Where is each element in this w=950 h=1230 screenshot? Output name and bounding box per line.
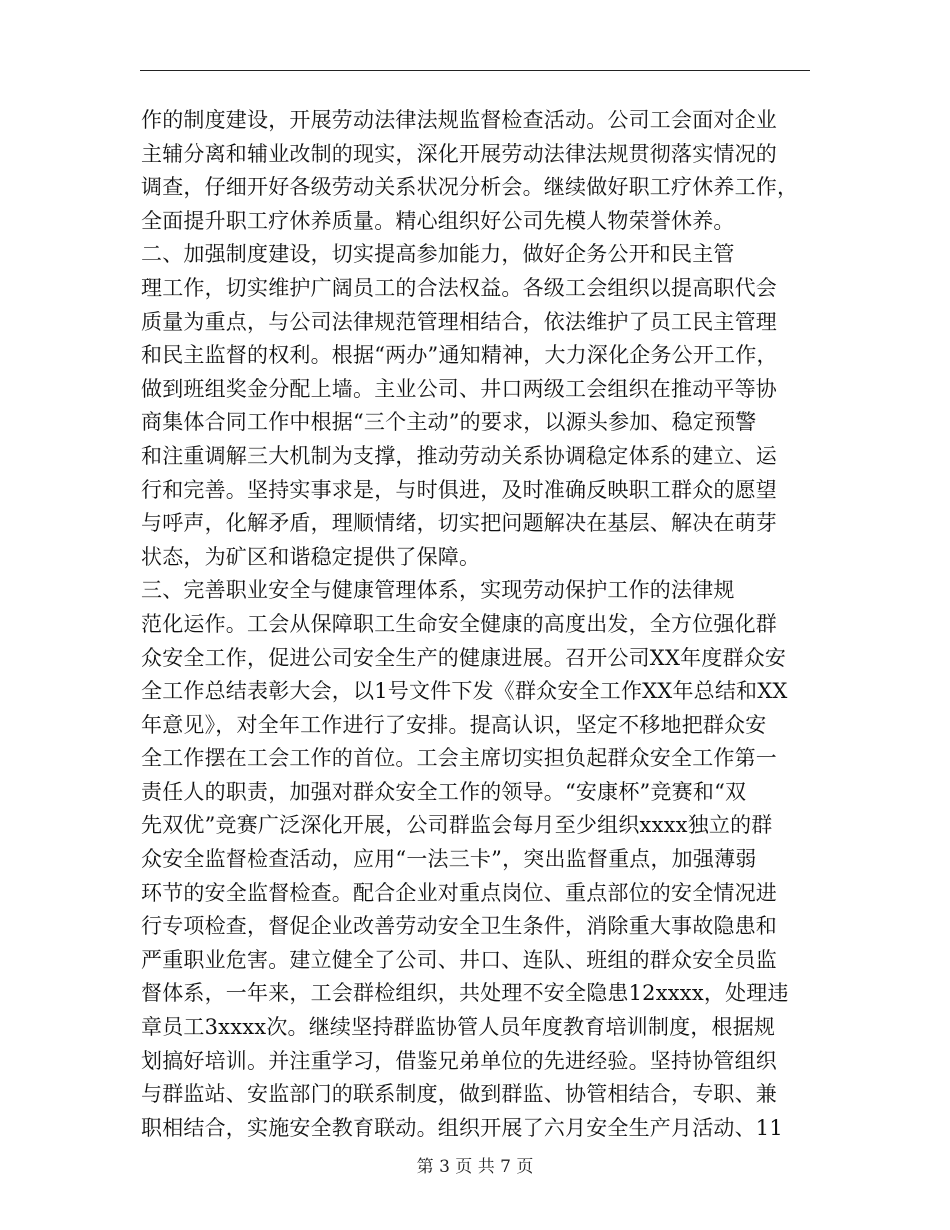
- text-line: 先双优”竞赛广泛深化开展，公司群监会每月至少组织xxxx独立的群: [141, 813, 773, 838]
- text-line: 三、完善职业安全与健康管理体系，实现劳动保护工作的法律规: [141, 578, 735, 603]
- text-line: 状态，为矿区和谐稳定提供了保障。: [141, 544, 481, 569]
- text-line: 与呼声，化解矛盾，理顺情绪，切实把问题解决在基层、解决在萌芽: [141, 511, 777, 536]
- header-rule: [140, 70, 810, 71]
- text-line: 责任人的职责，加强对群众安全工作的领导。“安康杯”竞赛和“双: [141, 779, 747, 804]
- text-line: 全工作摆在工会工作的首位。工会主席切实担负起群众安全工作第一: [141, 746, 777, 771]
- body-text: [141, 104, 811, 1145]
- text-line: 年意见》，对全年工作进行了安排。提高认识，坚定不移地把群众安: [141, 712, 767, 737]
- page-number-footer: 第 3 页 共 7 页: [416, 1157, 534, 1177]
- text-line: 行和完善。坚持实事求是，与时俱进，及时准确反映职工群众的愿望: [141, 477, 777, 502]
- text-line: 众安全工作，促进公司安全生产的健康进展。召开公司XX年度群众安: [141, 645, 787, 670]
- text-line: 督体系，一年来，工会群检组织，共处理不安全隐患12xxxx，处理违: [141, 981, 789, 1006]
- text-line: 全面提升职工疗休养质量。精心组织好公司先模人物荣誉休养。: [141, 208, 735, 233]
- text-line: 章员工3xxxx次。继续坚持群监协管人员年度教育培训制度，根据规: [141, 1015, 776, 1040]
- text-line: 划搞好培训。并注重学习，借鉴兄弟单位的先进经验。坚持协管组织: [141, 1048, 777, 1073]
- text-line: 做到班组奖金分配上墙。主业公司、井口两级工会组织在推动平等协: [141, 376, 777, 401]
- text-line: 和民主监督的权利。根据“两办”通知精神，大力深化企务公开工作，: [141, 343, 778, 368]
- text-line: 严重职业危害。建立健全了公司、井口、连队、班组的群众安全员监: [141, 947, 777, 972]
- text-line: 质量为重点，与公司法律规范管理相结合，依法维护了员工民主管理: [141, 309, 777, 334]
- text-line: 范化运作。工会从保障职工生命安全健康的高度出发，全方位强化群: [141, 611, 777, 636]
- text-line: 理工作，切实维护广阔员工的合法权益。各级工会组织以提高职代会: [141, 275, 777, 300]
- text-line: 众安全监督检查活动，应用“一法三卡”，突出监督重点，加强薄弱: [141, 847, 757, 872]
- text-line: 与群监站、安监部门的联系制度，做到群监、协管相结合，专职、兼: [141, 1082, 777, 1107]
- text-line: 二、加强制度建设，切实提高参加能力，做好企务公开和民主管: [141, 242, 735, 267]
- text-line: 和注重调解三大机制为支撑，推动劳动关系协调稳定体系的建立、运: [141, 443, 777, 468]
- text-line: 作的制度建设，开展劳动法律法规监督检查活动。公司工会面对企业: [141, 108, 777, 132]
- text-line: 职相结合，实施安全教育联动。组织开展了六月安全生产月活动、11: [141, 1115, 783, 1140]
- text-line: 商集体合同工作中根据“三个主动”的要求，以源头参加、稳定预警: [141, 410, 757, 435]
- text-line: 全工作总结表彰大会，以1号文件下发《群众安全工作XX年总结和XX: [141, 679, 788, 704]
- text-line: 调查，仔细开好各级劳动关系状况分析会。继续做好职工疗休养工作，: [141, 175, 799, 200]
- text-line: 环节的安全监督检查。配合企业对重点岗位、重点部位的安全情况进: [141, 880, 777, 905]
- text-line: 行专项检查，督促企业改善劳动安全卫生条件，消除重大事故隐患和: [141, 914, 777, 939]
- text-line: 主辅分离和辅业改制的现实，深化开展劳动法律法规贯彻落实情况的: [141, 141, 777, 166]
